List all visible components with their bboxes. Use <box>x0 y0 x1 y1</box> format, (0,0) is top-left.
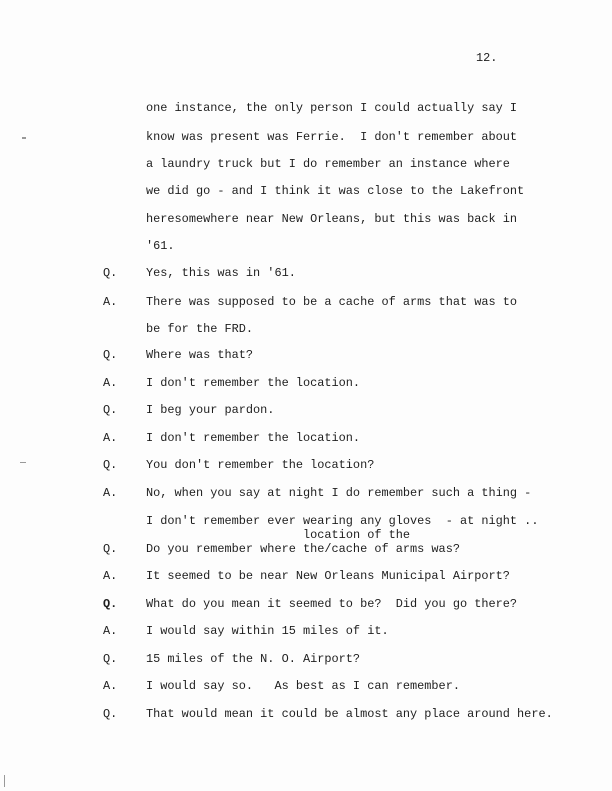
speaker-label: Q. <box>103 266 118 280</box>
text-line: You don't remember the location? <box>146 458 375 472</box>
text-line: It seemed to be near New Orleans Municipal Airport? <box>146 569 510 583</box>
handwritten-insert: location of the <box>303 528 411 542</box>
text-line: No, when you say at night I do remember such a thing - <box>146 486 532 500</box>
text-line: a laundry truck but I do remember an instance where <box>146 157 510 171</box>
text-line: heresomewhere near New Orleans, but this was back in <box>146 212 518 226</box>
speaker-label: Q. <box>103 458 118 472</box>
speaker-label: A. <box>103 376 118 390</box>
text-line: I would say within 15 miles of it. <box>146 624 389 638</box>
speaker-label: Q. <box>103 542 118 556</box>
text-line: There was supposed to be a cache of arms that was to <box>146 295 518 309</box>
text-line: I don't remember the location. <box>146 431 361 445</box>
speaker-label: A. <box>103 486 118 500</box>
text-line: That would mean it could be almost any place around here. <box>146 707 553 721</box>
speaker-label: Q. <box>103 707 118 721</box>
speaker-label: A. <box>103 569 118 583</box>
speaker-label: Q. <box>103 597 118 611</box>
text-line: Do you remember where the/cache of arms was? <box>146 542 460 556</box>
speaker-label: A. <box>103 679 118 693</box>
text-line: be for the FRD. <box>146 322 254 336</box>
text-line: Where was that? <box>146 348 254 362</box>
text-line: What do you mean it seemed to be? Did you go there? <box>146 597 518 611</box>
speaker-label: Q. <box>103 652 118 666</box>
text-line: one instance, the only person I could actually say I <box>146 101 518 115</box>
speaker-label: A. <box>103 431 118 445</box>
scan-speck <box>20 462 26 463</box>
text-line: I don't remember ever wearing any gloves - at night .. <box>146 514 539 528</box>
speaker-label: Q. <box>103 348 118 362</box>
scan-speck <box>22 137 26 139</box>
scan-edge-mark <box>4 775 5 787</box>
text-line: we did go - and I think it was close to the Lakefront <box>146 184 525 198</box>
speaker-label: Q. <box>103 403 118 417</box>
text-line: I would say so. As best as I can remember. <box>146 679 460 693</box>
text-line: know was present was Ferrie. I don't remember about <box>146 130 518 144</box>
page-number: 12. <box>476 51 498 65</box>
text-line: Yes, this was in '61. <box>146 266 296 280</box>
text-line: 15 miles of the N. O. Airport? <box>146 652 361 666</box>
speaker-label: A. <box>103 624 118 638</box>
text-line: I don't remember the location. <box>146 376 361 390</box>
text-line: '61. <box>146 239 175 253</box>
text-line: I beg your pardon. <box>146 403 275 417</box>
speaker-label: A. <box>103 295 118 309</box>
